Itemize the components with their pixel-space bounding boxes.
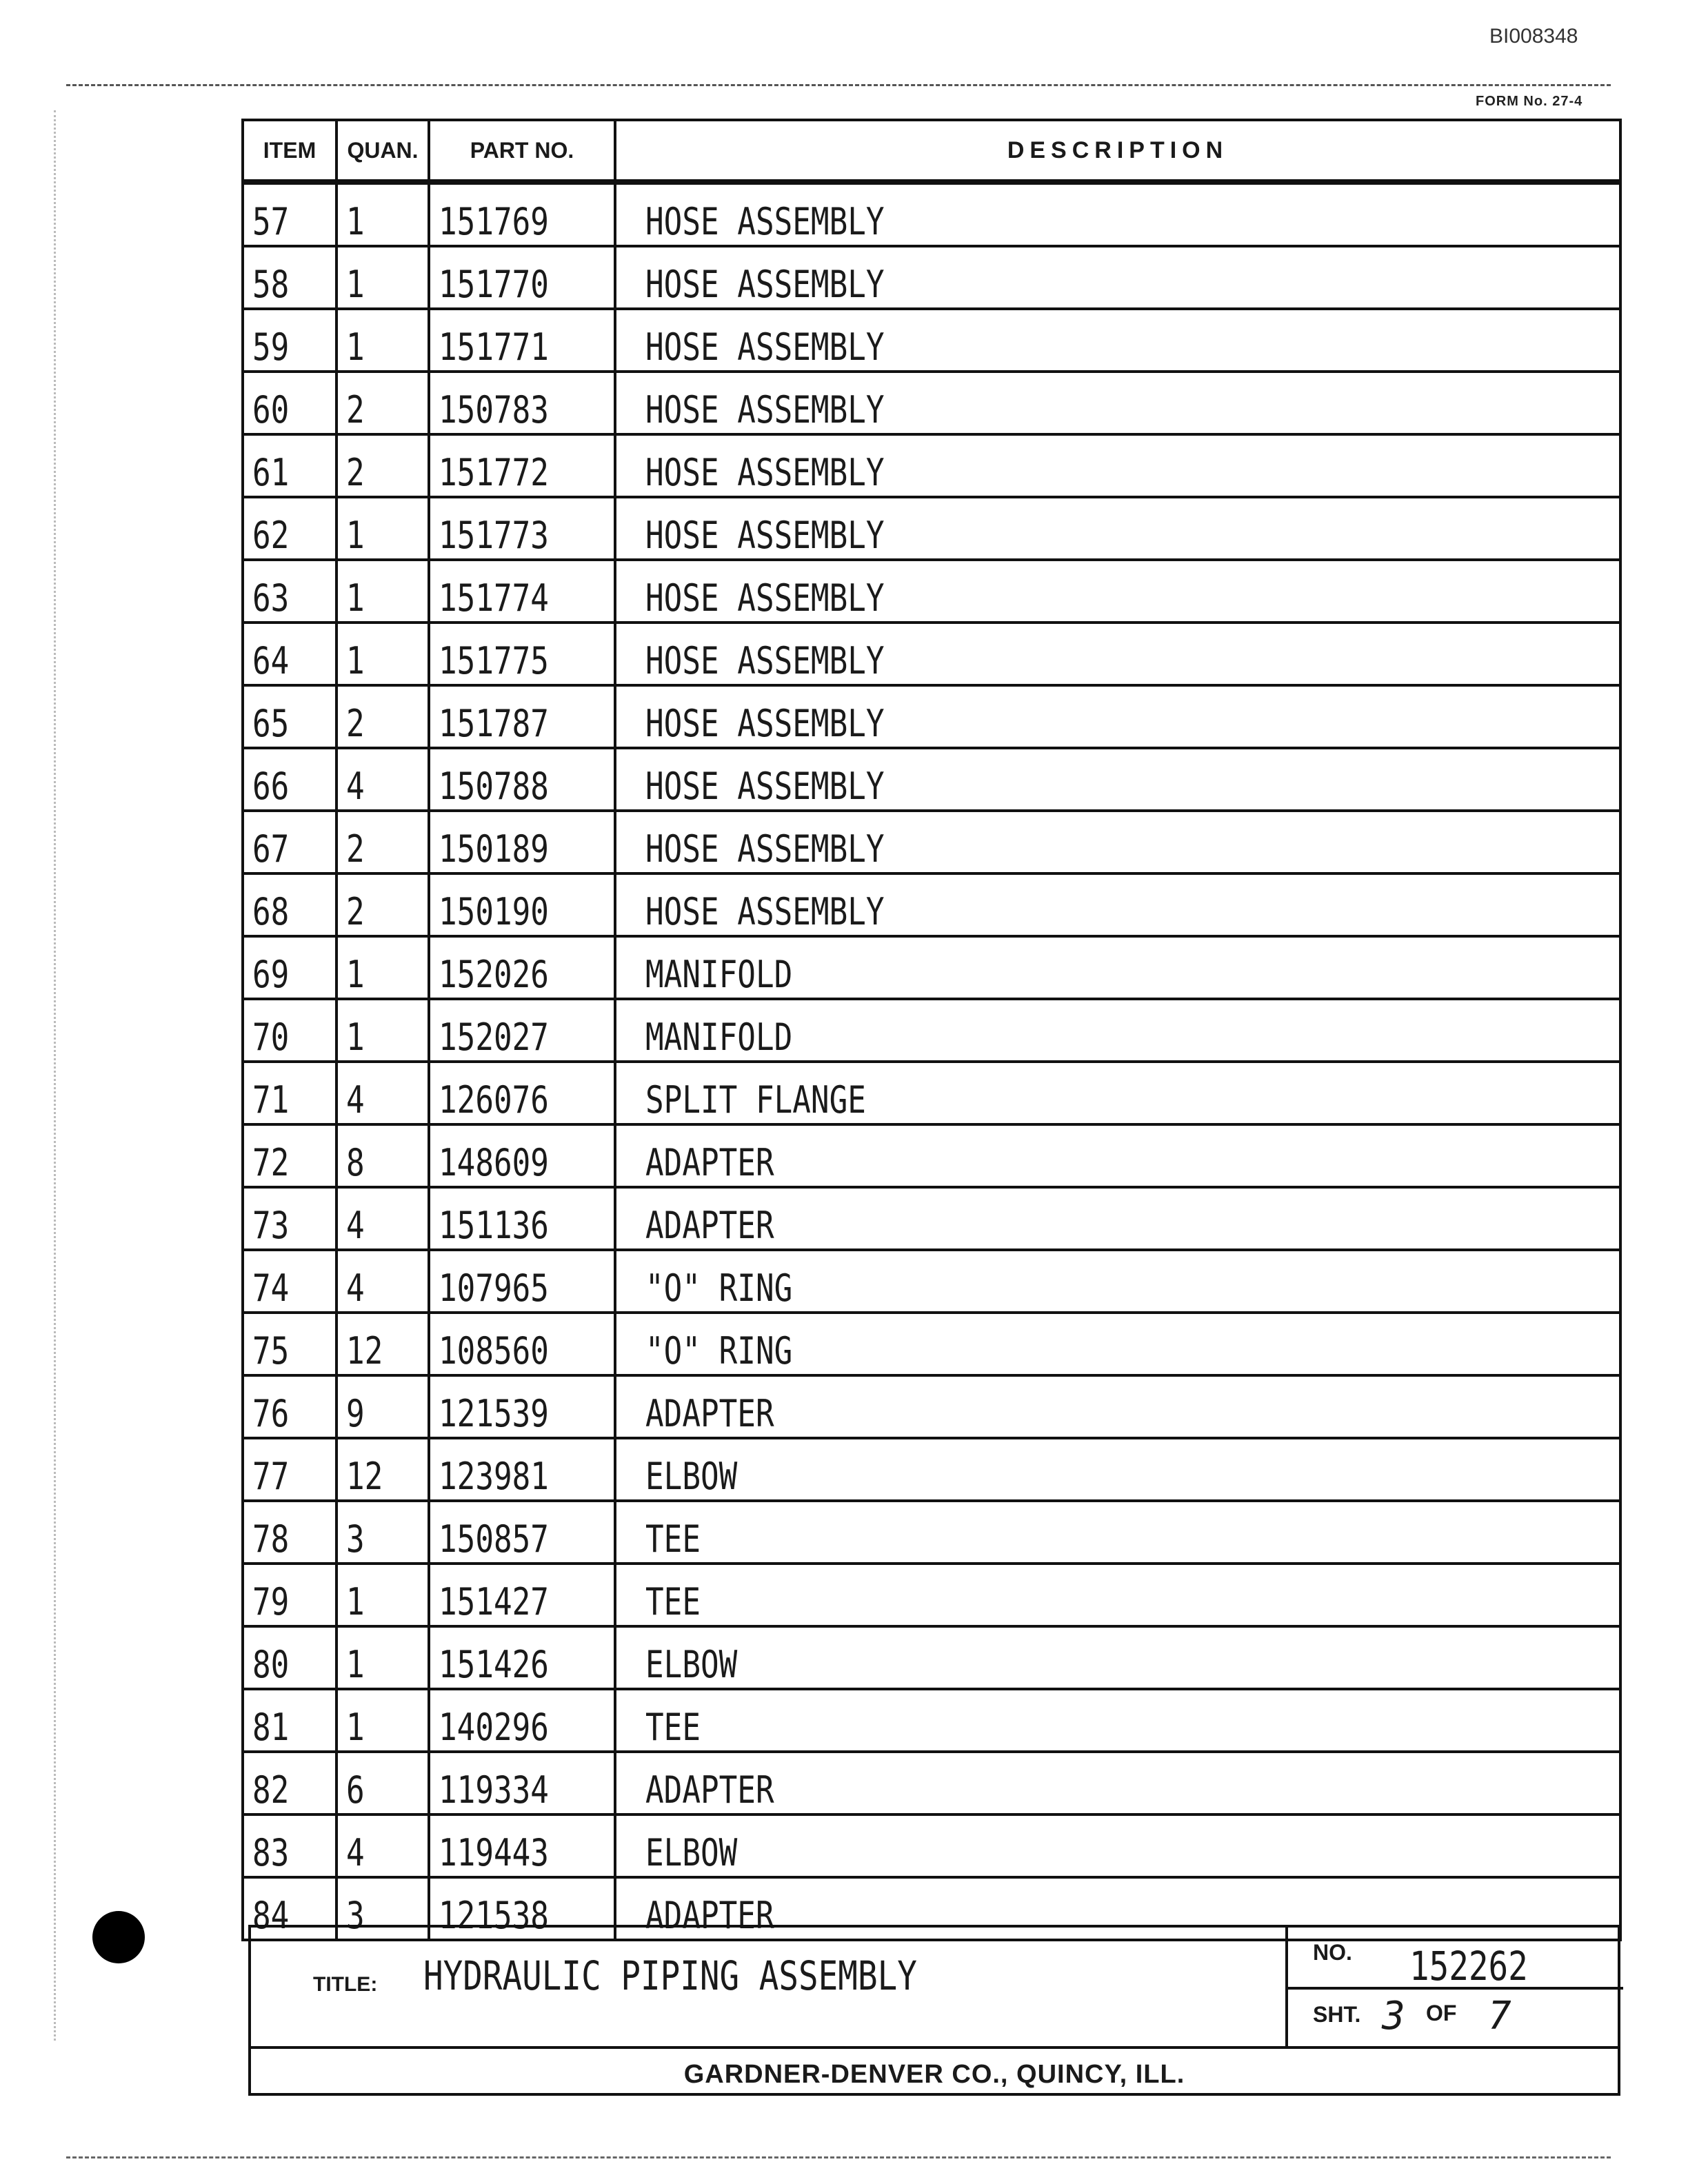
item-cell xyxy=(243,873,336,936)
sheet-number: 3 xyxy=(1382,1994,1405,2039)
description-cell xyxy=(615,685,1620,748)
item-cell-text: 62 xyxy=(252,514,290,557)
table-row xyxy=(243,497,1620,560)
description-cell-text: HOSE ASSEMBLY xyxy=(645,827,885,871)
quantity-cell xyxy=(336,1752,429,1814)
item-cell xyxy=(243,1814,336,1877)
quantity-cell-text: 1 xyxy=(346,953,365,996)
item-cell xyxy=(243,434,336,497)
left-scan-edge xyxy=(54,110,56,2041)
column-header-part-no: PART NO. xyxy=(429,120,615,182)
item-cell-text: 61 xyxy=(252,451,290,494)
number-label: NO. xyxy=(1313,1940,1352,1965)
description-cell xyxy=(615,1062,1620,1124)
part-number-cell-text: 107965 xyxy=(439,1266,549,1310)
part-number-cell xyxy=(429,1250,615,1313)
description-cell-text: MANIFOLD xyxy=(645,1015,793,1059)
quantity-cell-text: 12 xyxy=(346,1455,383,1498)
description-cell xyxy=(615,623,1620,685)
description-cell-text: TEE xyxy=(645,1517,701,1561)
table-row xyxy=(243,811,1620,873)
of-label: OF xyxy=(1426,2001,1457,2025)
part-number-cell xyxy=(429,560,615,623)
description-cell xyxy=(615,246,1620,309)
part-number-cell xyxy=(429,1752,615,1814)
item-cell xyxy=(243,497,336,560)
column-header-quan: QUAN. xyxy=(336,120,429,182)
table-row xyxy=(243,623,1620,685)
description-cell-text: ADAPTER xyxy=(645,1141,774,1184)
part-number-cell-text: 121539 xyxy=(439,1392,549,1435)
table-row xyxy=(243,182,1620,246)
item-cell-text: 75 xyxy=(252,1329,290,1373)
table-row xyxy=(243,1438,1620,1501)
description-cell xyxy=(615,434,1620,497)
description-cell xyxy=(615,1501,1620,1564)
item-cell xyxy=(243,1689,336,1752)
table-row xyxy=(243,1689,1620,1752)
description-cell-text: ADAPTER xyxy=(645,1768,774,1812)
part-number-cell-text: 151136 xyxy=(439,1204,549,1247)
item-cell-text: 77 xyxy=(252,1455,290,1498)
item-cell-text: 76 xyxy=(252,1392,290,1435)
part-number-cell xyxy=(429,434,615,497)
part-number-cell xyxy=(429,182,615,246)
quantity-cell xyxy=(336,623,429,685)
table-row xyxy=(243,1752,1620,1814)
item-cell xyxy=(243,623,336,685)
part-number-cell xyxy=(429,1564,615,1626)
description-cell-text: HOSE ASSEMBLY xyxy=(645,890,885,933)
item-cell xyxy=(243,1501,336,1564)
table-row xyxy=(243,1313,1620,1375)
part-number-cell xyxy=(429,873,615,936)
item-cell-text: 66 xyxy=(252,765,290,808)
part-number-cell-text: 119334 xyxy=(439,1768,549,1812)
table-row xyxy=(243,1187,1620,1250)
quantity-cell-text: 2 xyxy=(346,890,365,933)
quantity-cell xyxy=(336,748,429,811)
description-cell-text: "O" RING xyxy=(645,1329,793,1373)
item-cell-text: 67 xyxy=(252,827,290,871)
table-header-row xyxy=(243,120,1620,182)
table-row xyxy=(243,560,1620,623)
item-cell-text: 69 xyxy=(252,953,290,996)
quantity-cell xyxy=(336,1626,429,1689)
part-number-cell xyxy=(429,936,615,999)
table-row xyxy=(243,372,1620,434)
part-number-cell xyxy=(429,309,615,372)
quantity-cell xyxy=(336,873,429,936)
description-cell xyxy=(615,811,1620,873)
document-id: BI008348 xyxy=(1489,25,1578,48)
part-number-cell-text: 148609 xyxy=(439,1141,549,1184)
description-cell xyxy=(615,497,1620,560)
part-number-cell xyxy=(429,497,615,560)
item-cell xyxy=(243,748,336,811)
table-row xyxy=(243,309,1620,372)
column-header-item: ITEM xyxy=(243,120,336,182)
drawing-number-box xyxy=(1285,1928,1623,2046)
part-number-cell xyxy=(429,1689,615,1752)
item-cell-text: 65 xyxy=(252,702,290,745)
part-number-cell-text: 121538 xyxy=(439,1894,549,1937)
part-number-cell-text: 150190 xyxy=(439,890,549,933)
part-number-cell-text: 108560 xyxy=(439,1329,549,1373)
description-cell xyxy=(615,1250,1620,1313)
quantity-cell-text: 8 xyxy=(346,1141,365,1184)
description-cell xyxy=(615,1313,1620,1375)
quantity-cell-text: 1 xyxy=(346,576,365,620)
part-number-cell xyxy=(429,1501,615,1564)
quantity-cell-text: 4 xyxy=(346,1204,365,1247)
description-cell xyxy=(615,372,1620,434)
column-header-description: DESCRIPTION xyxy=(615,120,1620,182)
part-number-cell xyxy=(429,1062,615,1124)
item-cell xyxy=(243,1626,336,1689)
quantity-cell-text: 1 xyxy=(346,1580,365,1624)
item-cell xyxy=(243,182,336,246)
table-row xyxy=(243,434,1620,497)
description-cell xyxy=(615,1626,1620,1689)
part-number-cell xyxy=(429,1814,615,1877)
item-cell-text: 72 xyxy=(252,1141,290,1184)
part-number-cell-text: 151775 xyxy=(439,639,549,682)
description-cell-text: SPLIT FLANGE xyxy=(645,1078,866,1122)
sheet-total: 7 xyxy=(1488,1994,1511,2039)
quantity-cell-text: 1 xyxy=(346,325,365,369)
table-row xyxy=(243,1375,1620,1438)
description-cell-text: ADAPTER xyxy=(645,1204,774,1247)
item-cell xyxy=(243,1250,336,1313)
hole-punch-mark xyxy=(92,1911,145,1963)
description-cell-text: ELBOW xyxy=(645,1643,738,1686)
item-cell xyxy=(243,1187,336,1250)
description-cell-text: HOSE ASSEMBLY xyxy=(645,514,885,557)
description-cell-text: HOSE ASSEMBLY xyxy=(645,702,885,745)
company-row xyxy=(251,2046,1618,2099)
item-cell xyxy=(243,1752,336,1814)
table-row xyxy=(243,1626,1620,1689)
part-number-cell-text: 150189 xyxy=(439,827,549,871)
item-cell-text: 70 xyxy=(252,1015,290,1059)
quantity-cell-text: 1 xyxy=(346,200,365,243)
description-cell-text: TEE xyxy=(645,1580,701,1624)
description-cell-text: "O" RING xyxy=(645,1266,793,1310)
drawing-number-row xyxy=(1288,1928,1623,1990)
item-cell xyxy=(243,246,336,309)
quantity-cell xyxy=(336,1250,429,1313)
quantity-cell-text: 2 xyxy=(346,451,365,494)
part-number-cell xyxy=(429,1124,615,1187)
sheet-label: SHT. xyxy=(1313,2002,1361,2027)
item-cell-text: 58 xyxy=(252,263,290,306)
table-row xyxy=(243,873,1620,936)
title-label: TITLE: xyxy=(313,1973,378,1996)
table-row xyxy=(243,748,1620,811)
quantity-cell-text: 4 xyxy=(346,1831,365,1874)
quantity-cell xyxy=(336,1564,429,1626)
item-cell xyxy=(243,1124,336,1187)
item-cell-text: 71 xyxy=(252,1078,290,1122)
item-cell-text: 63 xyxy=(252,576,290,620)
quantity-cell xyxy=(336,936,429,999)
item-cell xyxy=(243,309,336,372)
bottom-scan-edge xyxy=(66,2156,1611,2158)
part-number-cell xyxy=(429,1187,615,1250)
part-number-cell xyxy=(429,811,615,873)
quantity-cell xyxy=(336,999,429,1062)
item-cell-text: 73 xyxy=(252,1204,290,1247)
item-cell xyxy=(243,1062,336,1124)
top-scan-edge xyxy=(66,84,1611,86)
quantity-cell xyxy=(336,246,429,309)
quantity-cell xyxy=(336,1313,429,1375)
quantity-cell xyxy=(336,1375,429,1438)
quantity-cell xyxy=(336,560,429,623)
description-cell-text: HOSE ASSEMBLY xyxy=(645,765,885,808)
description-cell xyxy=(615,1564,1620,1626)
part-number-cell-text: 151426 xyxy=(439,1643,549,1686)
quantity-cell xyxy=(336,182,429,246)
description-cell xyxy=(615,1814,1620,1877)
table-row xyxy=(243,1501,1620,1564)
item-cell-text: 57 xyxy=(252,200,290,243)
table-row xyxy=(243,999,1620,1062)
description-cell-text: HOSE ASSEMBLY xyxy=(645,388,885,432)
parts-list-table xyxy=(241,119,1622,1941)
quantity-cell-text: 1 xyxy=(346,514,365,557)
title-block xyxy=(248,1925,1620,2096)
part-number-cell-text: 123981 xyxy=(439,1455,549,1498)
quantity-cell xyxy=(336,1062,429,1124)
description-cell xyxy=(615,1689,1620,1752)
item-cell-text: 80 xyxy=(252,1643,290,1686)
description-cell-text: ELBOW xyxy=(645,1455,738,1498)
description-cell-text: MANIFOLD xyxy=(645,953,793,996)
part-number-cell-text: 140296 xyxy=(439,1706,549,1749)
quantity-cell-text: 6 xyxy=(346,1768,365,1812)
description-cell xyxy=(615,1187,1620,1250)
quantity-cell-text: 4 xyxy=(346,1078,365,1122)
table-row xyxy=(243,1124,1620,1187)
part-number-cell xyxy=(429,623,615,685)
item-cell-text: 74 xyxy=(252,1266,290,1310)
part-number-cell-text: 152027 xyxy=(439,1015,549,1059)
quantity-cell xyxy=(336,1124,429,1187)
description-cell xyxy=(615,1752,1620,1814)
quantity-cell-text: 4 xyxy=(346,1266,365,1310)
part-number-cell xyxy=(429,999,615,1062)
quantity-cell-text: 2 xyxy=(346,827,365,871)
description-cell-text: HOSE ASSEMBLY xyxy=(645,639,885,682)
quantity-cell-text: 2 xyxy=(346,702,365,745)
table-row xyxy=(243,246,1620,309)
description-cell-text: ADAPTER xyxy=(645,1392,774,1435)
part-number-cell xyxy=(429,748,615,811)
description-cell xyxy=(615,748,1620,811)
item-cell-text: 68 xyxy=(252,890,290,933)
item-cell xyxy=(243,999,336,1062)
description-cell xyxy=(615,309,1620,372)
quantity-cell xyxy=(336,1689,429,1752)
part-number-cell-text: 151427 xyxy=(439,1580,549,1624)
description-cell xyxy=(615,560,1620,623)
quantity-cell xyxy=(336,1814,429,1877)
table-row xyxy=(243,1564,1620,1626)
item-cell xyxy=(243,936,336,999)
item-cell-text: 78 xyxy=(252,1517,290,1561)
part-number-cell xyxy=(429,246,615,309)
description-cell xyxy=(615,873,1620,936)
quantity-cell xyxy=(336,1187,429,1250)
description-cell-text: HOSE ASSEMBLY xyxy=(645,325,885,369)
quantity-cell xyxy=(336,1438,429,1501)
part-number-cell-text: 151769 xyxy=(439,200,549,243)
description-cell xyxy=(615,1438,1620,1501)
description-cell-text: TEE xyxy=(645,1706,701,1749)
description-cell xyxy=(615,1375,1620,1438)
drawing-title: HYDRAULIC PIPING ASSEMBLY xyxy=(423,1952,917,1999)
description-cell xyxy=(615,1124,1620,1187)
item-cell-text: 60 xyxy=(252,388,290,432)
description-cell-text: ADAPTER xyxy=(645,1894,774,1937)
part-number-cell-text: 151772 xyxy=(439,451,549,494)
table-row xyxy=(243,1062,1620,1124)
table-row xyxy=(243,936,1620,999)
quantity-cell-text: 1 xyxy=(346,639,365,682)
description-cell-text: ELBOW xyxy=(645,1831,738,1874)
item-cell-text: 84 xyxy=(252,1894,290,1937)
item-cell-text: 64 xyxy=(252,639,290,682)
quantity-cell xyxy=(336,434,429,497)
part-number-cell-text: 126076 xyxy=(439,1078,549,1122)
item-cell xyxy=(243,560,336,623)
quantity-cell-text: 1 xyxy=(346,263,365,306)
drawing-number: 152262 xyxy=(1409,1943,1528,1990)
part-number-cell-text: 119443 xyxy=(439,1831,549,1874)
item-cell xyxy=(243,372,336,434)
part-number-cell-text: 152026 xyxy=(439,953,549,996)
item-cell-text: 59 xyxy=(252,325,290,369)
company-name: GARDNER-DENVER CO., QUINCY, ILL. xyxy=(683,2060,1185,2089)
parts-table-body xyxy=(243,182,1620,1940)
part-number-cell xyxy=(429,372,615,434)
quantity-cell-text: 1 xyxy=(346,1015,365,1059)
part-number-cell-text: 151773 xyxy=(439,514,549,557)
item-cell xyxy=(243,1375,336,1438)
item-cell-text: 81 xyxy=(252,1706,290,1749)
item-cell xyxy=(243,1438,336,1501)
description-cell xyxy=(615,936,1620,999)
quantity-cell xyxy=(336,497,429,560)
item-cell xyxy=(243,1564,336,1626)
item-cell xyxy=(243,685,336,748)
form-number: FORM No. 27-4 xyxy=(1476,94,1583,109)
part-number-cell-text: 151774 xyxy=(439,576,549,620)
part-number-cell-text: 150857 xyxy=(439,1517,549,1561)
description-cell-text: HOSE ASSEMBLY xyxy=(645,451,885,494)
part-number-cell xyxy=(429,1313,615,1375)
quantity-cell-text: 2 xyxy=(346,388,365,432)
part-number-cell-text: 150788 xyxy=(439,765,549,808)
quantity-cell xyxy=(336,685,429,748)
part-number-cell xyxy=(429,1626,615,1689)
description-cell-text: HOSE ASSEMBLY xyxy=(645,263,885,306)
quantity-cell xyxy=(336,372,429,434)
part-number-cell-text: 150783 xyxy=(439,388,549,432)
quantity-cell xyxy=(336,309,429,372)
description-cell-text: HOSE ASSEMBLY xyxy=(645,576,885,620)
quantity-cell-text: 12 xyxy=(346,1329,383,1373)
item-cell-text: 79 xyxy=(252,1580,290,1624)
table-row xyxy=(243,1814,1620,1877)
quantity-cell-text: 9 xyxy=(346,1392,365,1435)
table-row xyxy=(243,685,1620,748)
quantity-cell-text: 3 xyxy=(346,1894,365,1937)
part-number-cell-text: 151770 xyxy=(439,263,549,306)
part-number-cell-text: 151771 xyxy=(439,325,549,369)
description-cell xyxy=(615,999,1620,1062)
item-cell xyxy=(243,811,336,873)
item-cell xyxy=(243,1313,336,1375)
quantity-cell-text: 4 xyxy=(346,765,365,808)
part-number-cell-text: 151787 xyxy=(439,702,549,745)
part-number-cell xyxy=(429,1375,615,1438)
description-cell-text: HOSE ASSEMBLY xyxy=(645,200,885,243)
quantity-cell-text: 3 xyxy=(346,1517,365,1561)
quantity-cell xyxy=(336,1501,429,1564)
quantity-cell xyxy=(336,811,429,873)
part-number-cell xyxy=(429,1438,615,1501)
part-number-cell xyxy=(429,685,615,748)
table-row xyxy=(243,1250,1620,1313)
item-cell-text: 82 xyxy=(252,1768,290,1812)
item-cell-text: 83 xyxy=(252,1831,290,1874)
quantity-cell-text: 1 xyxy=(346,1643,365,1686)
description-cell xyxy=(615,182,1620,246)
quantity-cell-text: 1 xyxy=(346,1706,365,1749)
